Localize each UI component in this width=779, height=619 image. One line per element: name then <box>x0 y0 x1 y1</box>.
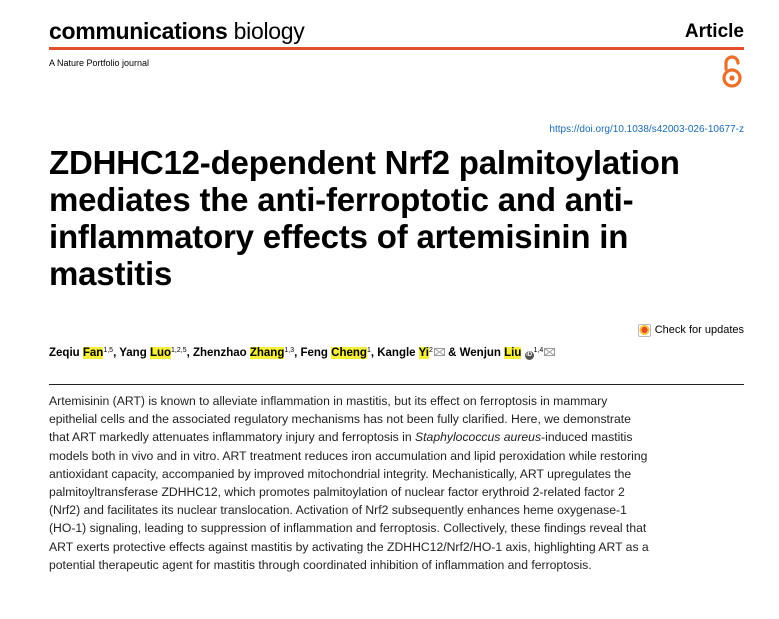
check-for-updates-label: Check for updates <box>654 324 744 336</box>
abstract-species-italic: Staphylococcus aureus <box>415 430 542 445</box>
publisher-line: A Nature Portfolio journal <box>49 58 150 68</box>
journal-name-light: biology <box>227 18 305 44</box>
author-first-name: Yang <box>119 347 150 359</box>
abstract-part-1: Artemisinin (ART) is known to alleviate inflammation in mastitis, but its effect on ferroptosis in mammary epithelial cells and the associated regulatory mechanisms has not been fully clarified. Here, we demonstrate that ART markedly attenuates inflammatory injury and ferroptosis in <box>49 394 631 445</box>
author-first-name: Kangle <box>377 347 419 359</box>
header-divider <box>49 47 744 50</box>
affiliation-superscript[interactable]: 1 <box>366 347 371 354</box>
journal-name[interactable] <box>49 16 304 46</box>
author-first-name: Feng <box>300 347 332 359</box>
abstract-part-2: -induced mastitis models both in vivo and in vitro. ART treatment reduces iron accumulation and lipid peroxidation while restoring antioxidant capacity, accompanied by improved mitochondrial integrity. Mechanistically, ART upregulates the palmitoyltransferase ZDHHC12, which promotes palmitoylation of nuclear factor erythroid 2-related factor 2 (Nrf2) and facilitates its nuclear translocation. Activation of Nrf2 subsequently enhances heme oxygenase-1 (HO-1) signaling, leading to suppression of inflammation and ferroptosis. Collectively, these findings reveal that ART exerts protective effects against mastitis by activating the ZDHHC12/Nrf2/HO-1 axis, highlighting ART as a potential therapeutic agent for mastitis through coordinated inhibition of inflammation and ferroptosis. <box>49 430 649 572</box>
check-for-updates-button[interactable] <box>638 323 744 337</box>
author-separator: , <box>294 347 301 359</box>
open-access-lock-icon[interactable] <box>720 54 744 90</box>
article-type-label: Article <box>684 21 744 42</box>
journal-name-bold: communications <box>49 18 228 44</box>
affiliation-superscript[interactable]: 1,4 <box>533 347 544 354</box>
author-first-name: Zeqiu <box>49 347 83 359</box>
author-surname-highlighted[interactable]: Luo <box>149 347 172 359</box>
affiliation-superscript[interactable]: 1,3 <box>284 347 295 354</box>
author-surname-highlighted[interactable]: Liu <box>504 347 522 359</box>
abstract-divider <box>49 384 744 385</box>
author-surname-highlighted[interactable]: Fan <box>82 347 104 359</box>
doi-link[interactable]: https://doi.org/10.1038/s42003-026-10677-z <box>549 124 744 135</box>
author-separator: , <box>370 347 378 359</box>
author-first-name: Wenjun <box>459 347 505 359</box>
affiliation-superscript[interactable]: 2 <box>429 347 433 354</box>
affiliation-superscript[interactable]: 1,5 <box>103 347 114 354</box>
article-title: ZDHHC12-dependent Nrf2 palmitoylation mediates the anti-ferroptotic and anti-inflammatory effects of artemisinin in mastitis <box>49 144 680 292</box>
author-separator: , <box>186 347 193 359</box>
author-first-name: Zhenzhao <box>192 347 250 359</box>
author-separator: , <box>113 347 120 359</box>
envelope-icon[interactable] <box>434 348 445 356</box>
check-for-updates-icon <box>638 324 651 337</box>
author-surname-highlighted[interactable]: Yi <box>418 347 430 359</box>
affiliation-superscript[interactable]: 1,2,5 <box>171 347 187 354</box>
envelope-icon[interactable] <box>544 348 555 356</box>
author-surname-highlighted[interactable]: Cheng <box>331 347 367 359</box>
author-surname-highlighted[interactable]: Zhang <box>249 347 285 359</box>
abstract-text <box>49 392 649 574</box>
author-list <box>49 345 555 361</box>
orcid-icon[interactable]: iD <box>526 352 533 358</box>
author-separator: & <box>444 347 460 359</box>
